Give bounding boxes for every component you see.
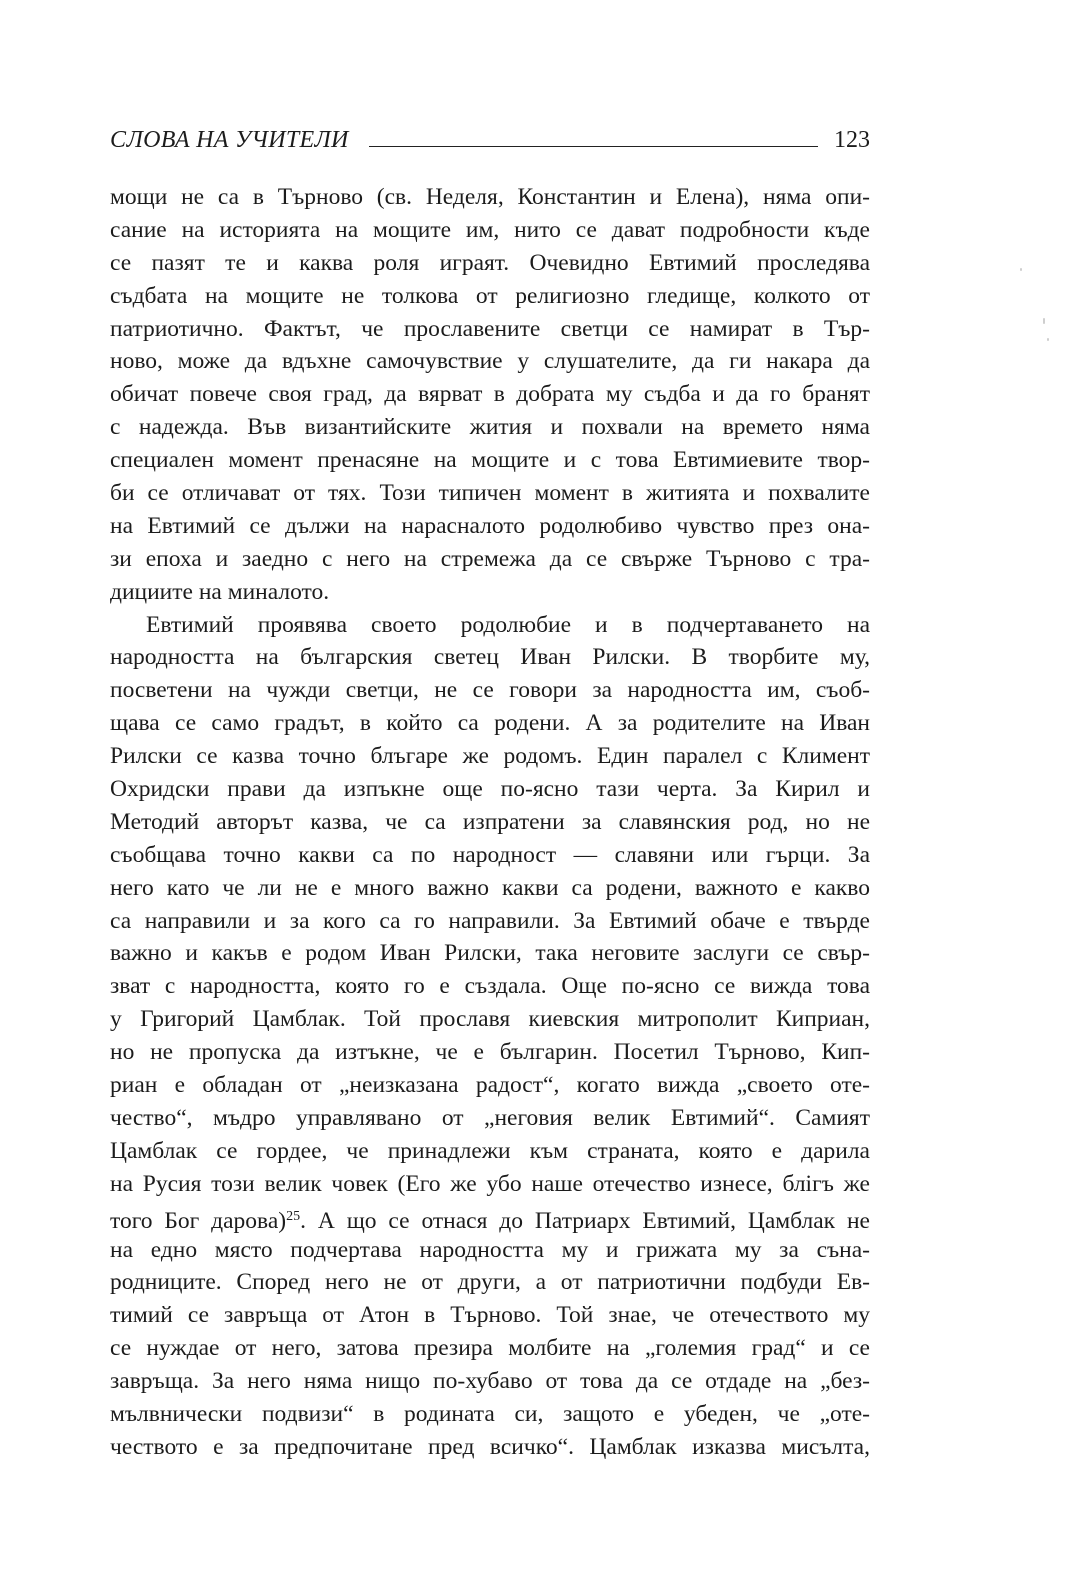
text-line: ново, може да вдъхне самочувствие у слушателите, да ги накара да <box>110 348 870 375</box>
text-line: родниците. Според него не от други, а от патриотични подбуди Ев- <box>110 1269 870 1296</box>
text-line: риан е обладан от „неизказана радост“, когато вижда „своето оте- <box>110 1072 870 1099</box>
running-title: СЛОВА НА УЧИТЕЛИ <box>110 126 349 153</box>
text-line-with-footnote <box>110 1201 870 1234</box>
text-line: на едно място подчертава народността му и грижата му за съна- <box>110 1236 870 1263</box>
text-line: у Григорий Цамблак. Той прославя киевския митрополит Киприан, <box>110 1006 870 1033</box>
text-line: чеството е за предпочитане пред всичко“. Цамблак изказва мисълта, <box>110 1433 870 1460</box>
text-line: но не пропуска да изтъкне, че е българин. Посетил Търново, Кип- <box>110 1039 870 1066</box>
header-rule <box>369 146 818 147</box>
text-line: съдбата на мощите не толкова от религиозно гледище, колкото от <box>110 282 870 309</box>
running-header <box>110 122 870 158</box>
text-line: специален момент пренасяне на мощите и с това Евтимиевите твор- <box>110 447 870 474</box>
text-line: са направили и за кого са го направили. За Евтимий обаче е твърде <box>110 907 870 934</box>
text-line: важно и какъв е родом Иван Рилски, така неговите заслуги се свър- <box>110 940 870 967</box>
paper-speck <box>1047 338 1049 341</box>
text-line: мълвнически подвизи“ в родината си, защото е убеден, че „оте- <box>110 1400 870 1427</box>
page-number: 123 <box>834 126 870 153</box>
paper-speck <box>1043 318 1045 324</box>
text-line: обичат повече своя град, да вярват в добрата му съдба и да го бранят <box>110 381 870 408</box>
text-line: на Русия този велик човек (Его же убо наше отечество изнесе, блігъ же <box>110 1170 870 1197</box>
text-line-paragraph-end: дициите на миналото. <box>110 578 330 605</box>
text-line: на Евтимий се дължи на нарасналото родолюбиво чувство през она- <box>110 512 870 539</box>
text-line: с надежда. Във византийските жития и похвали на времето няма <box>110 414 870 441</box>
text-line: завръща. За него няма нищо по-хубаво от това да се отдаде на „без- <box>110 1368 870 1395</box>
text-line-remainder: . А що се отнася до Патриарх Евтимий, Цамблак не <box>300 1207 870 1234</box>
text-line-paragraph-start: Евтимий проявява своето родолюбие и в подчертаването на <box>146 611 870 638</box>
text-line: зи епоха и заедно с него на стремежа да се свърже Търново с тра- <box>110 545 870 572</box>
text-line: се нуждае от него, затова презира молбите на „големия град“ и се <box>110 1335 870 1362</box>
text-line: патриотично. Фактът, че прославените светци се намират в Тър- <box>110 315 870 342</box>
text-line: чество“, мъдро управлявано от „неговия велик Евтимий“. Самият <box>110 1104 870 1131</box>
text-line: щава се само градът, в който са родени. А за родителите на Иван <box>110 710 870 737</box>
footnote-marker: 25 <box>286 1208 301 1224</box>
body-text <box>110 181 870 1464</box>
text-line: народността на българския светец Иван Рилски. В творбите му, <box>110 644 870 671</box>
text-line: зват с народността, която го е създала. Още по-ясно се вижда това <box>110 973 870 1000</box>
text-line: би се отличават от тях. Този типичен момент в житията и похвалите <box>110 480 870 507</box>
text-line: тимий се завръща от Атон в Търново. Той знае, че отечеството му <box>110 1302 870 1329</box>
text-line: мощи не са в Търново (св. Неделя, Константин и Елена), няма опи- <box>110 184 870 210</box>
text-line: Методий авторът казва, че са изпратени за славянския род, но не <box>110 808 870 835</box>
text-line: Цамблак се гордее, че принадлежи към страната, която е дарила <box>110 1137 870 1164</box>
old-bulgarian-quote-end: того Бог дарова) <box>110 1207 287 1234</box>
text-line: се пазят те и каква роля играят. Очевидно Евтимий проследява <box>110 249 870 276</box>
text-line: него като че ли не е много важно какви са родени, важното е какво <box>110 874 870 901</box>
paper-speck <box>1020 268 1022 271</box>
text-line: съобщава точно какви са по народност — славяни или гърци. За <box>110 841 870 868</box>
text-line: Охридски прави да изпъкне още по-ясно тази черта. За Кирил и <box>110 776 870 803</box>
text-line: сание на историята на мощите им, нито се дават подробности къде <box>110 216 870 243</box>
text-line: посветени на чужди светци, не се говори за народността им, съоб- <box>110 677 870 704</box>
text-line: Рилски се казва точно блъгаре же родомъ. Един паралел с Климент <box>110 743 870 770</box>
